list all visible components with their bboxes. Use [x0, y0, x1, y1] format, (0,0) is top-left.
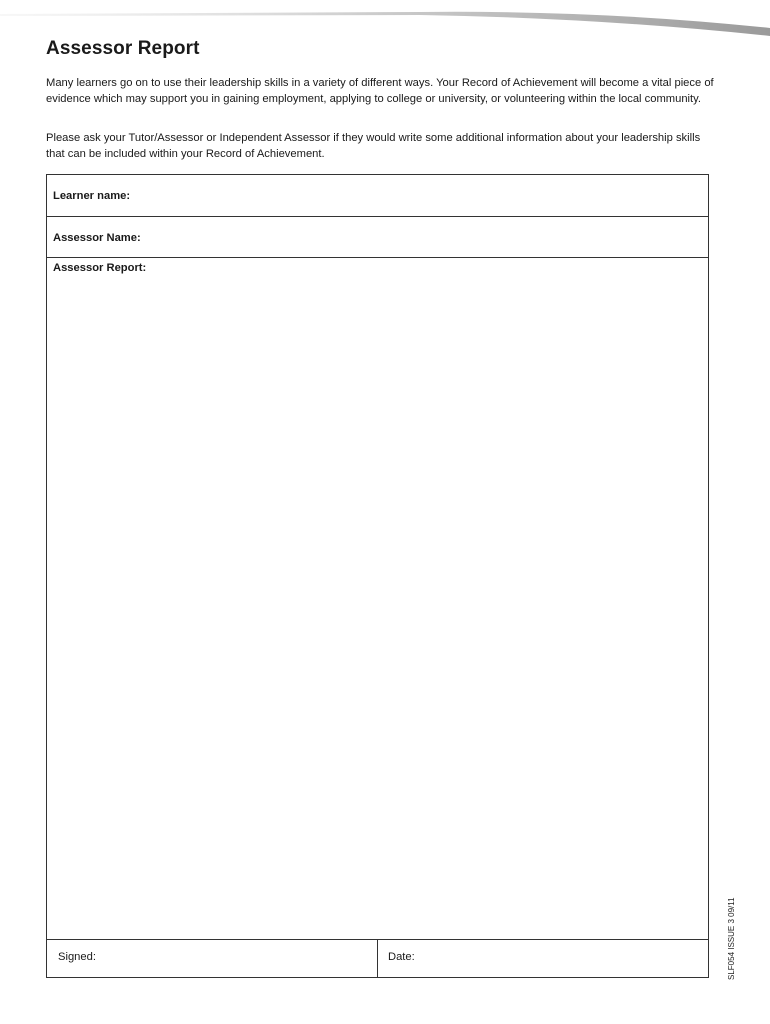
header-swoosh-graphic: [0, 0, 770, 40]
date-field[interactable]: [378, 940, 709, 978]
intro-paragraph: Many learners go on to use their leadership skills in a variety of different ways. Your Record of Achievement will become a vital piece of evidence which may support you in gaining employment, applying to college or university, or volunteering within the local community.: [46, 77, 714, 105]
document-code: SLF054 ISSUE 3 09/11: [727, 897, 736, 980]
assessor-report-label: Assessor Report:: [53, 262, 147, 274]
assessor-report-field[interactable]: [47, 258, 708, 940]
learner-name-field[interactable]: [47, 175, 708, 217]
signature-row: [47, 940, 708, 978]
assessor-name-label: Assessor Name:: [53, 232, 141, 244]
signed-field[interactable]: [47, 940, 378, 978]
signed-label: Signed:: [58, 951, 96, 963]
learner-name-label: Learner name:: [53, 190, 131, 202]
assessor-name-field[interactable]: [47, 217, 708, 258]
assessor-report-form: [46, 174, 709, 978]
date-label: Date:: [388, 951, 415, 963]
request-paragraph: Please ask your Tutor/Assessor or Independent Assessor if they would write some additional information about your leadership skills that can be included within your Record of Achievement.: [46, 132, 701, 160]
page-title: Assessor Report: [46, 38, 200, 59]
